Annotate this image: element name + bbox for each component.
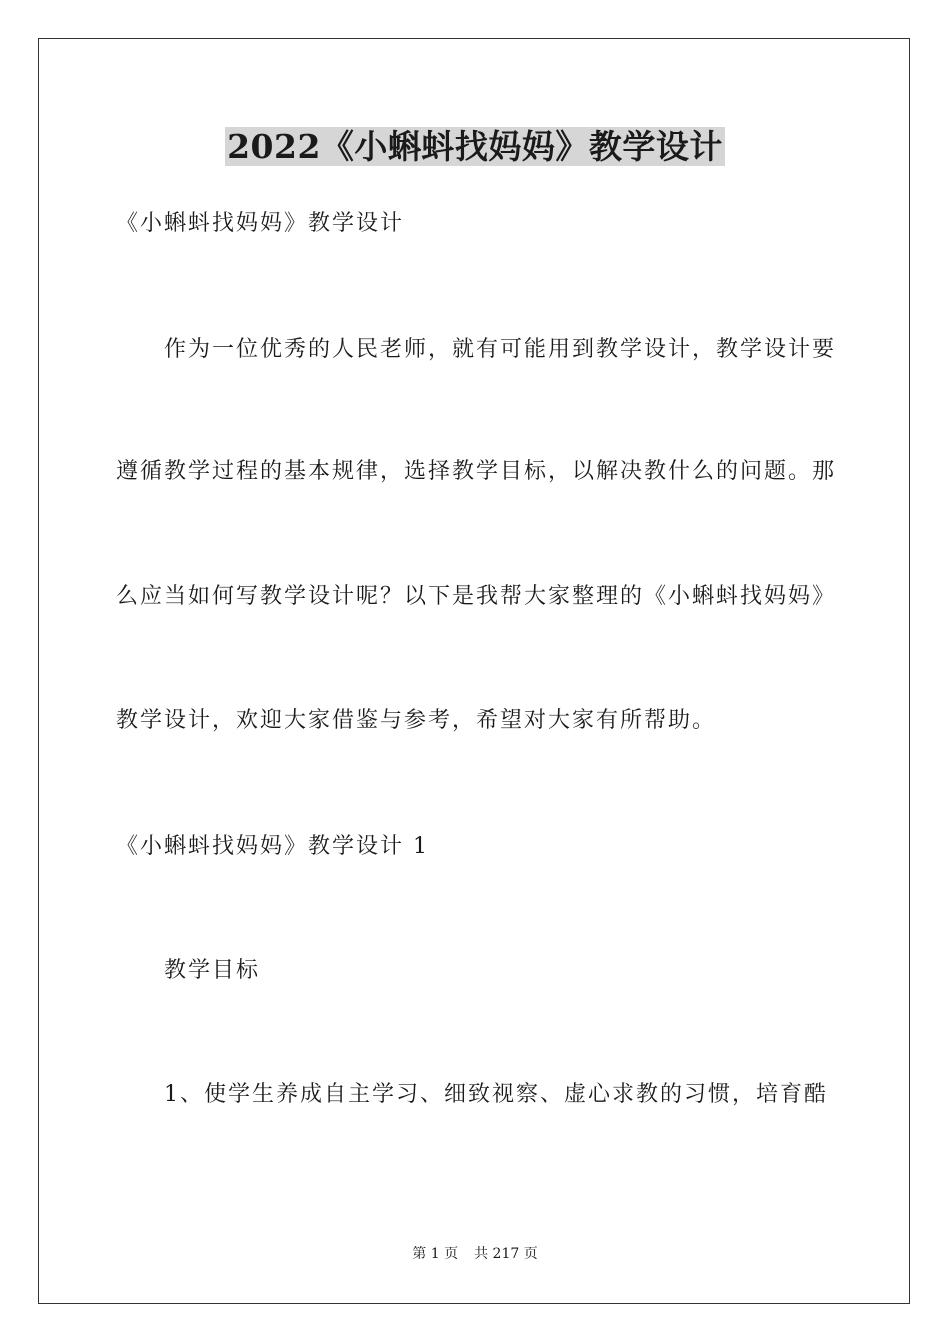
intro-line-1: 作为一位优秀的人民老师，就有可能用到教学设计，教学设计要 <box>164 337 837 362</box>
page-footer <box>0 1245 950 1263</box>
document-title <box>0 124 950 170</box>
subtitle: 《小蝌蚪找妈妈》教学设计 <box>116 211 405 236</box>
intro-line-4: 教学设计，欢迎大家借鉴与参考，希望对大家有所帮助。 <box>116 708 717 733</box>
section-heading: 《小蝌蚪找妈妈》教学设计 1 <box>116 834 429 859</box>
objective-item-1: 1、使学生养成自主学习、细致视察、虚心求教的习惯，培育酷 <box>164 1082 828 1107</box>
objectives-heading: 教学目标 <box>164 958 261 983</box>
intro-line-3: 么应当如何写教学设计呢？以下是我帮大家整理的《小蝌蚪找妈妈》 <box>116 584 837 609</box>
document-title-text: 2022《小蝌蚪找妈妈》教学设计 <box>227 127 723 166</box>
intro-line-2: 遵循教学过程的基本规律，选择教学目标，以解决教什么的问题。那 <box>116 459 837 484</box>
page-total: 共 217 页 <box>474 1246 538 1262</box>
page-number: 第 1 页 <box>412 1246 459 1262</box>
